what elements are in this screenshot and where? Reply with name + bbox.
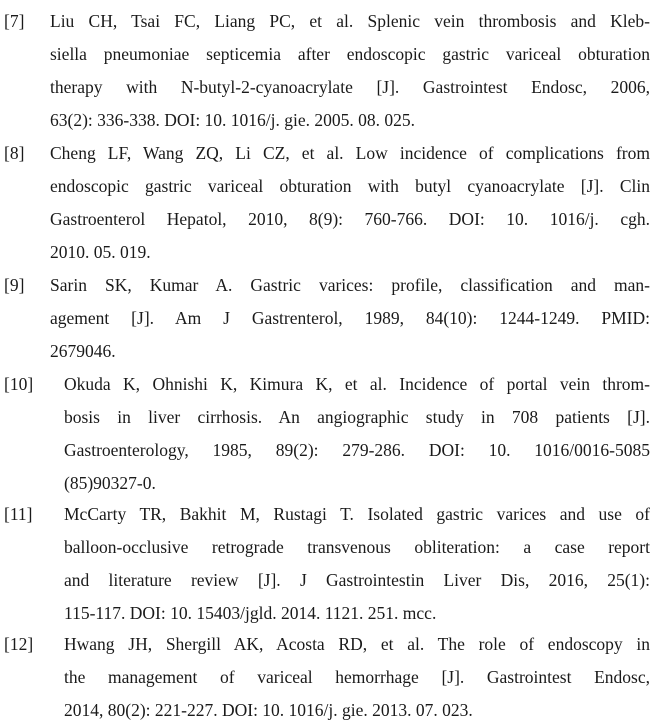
reference-number: [8]	[4, 143, 25, 163]
reference-line: Okuda K, Ohnishi K, Kimura K, et al. Incidence of portal vein throm-	[64, 374, 650, 394]
reference-line: 115-117. DOI: 10. 15403/jgld. 2014. 1121. 251. mcc.	[64, 603, 437, 623]
reference-number: [10]	[4, 374, 34, 394]
reference-line: Cheng LF, Wang ZQ, Li CZ, et al. Low incidence of complications from	[50, 143, 650, 163]
reference-line: 2679046.	[50, 341, 116, 361]
reference-number: [9]	[4, 275, 25, 295]
reference-line: 2010. 05. 019.	[50, 242, 151, 262]
reference-line: Liu CH, Tsai FC, Liang PC, et al. Splenic vein thrombosis and Kleb-	[50, 11, 650, 31]
reference-line: balloon-occlusive retrograde transvenous obliteration: a case report	[64, 537, 650, 557]
reference-line: 63(2): 336-338. DOI: 10. 1016/j. gie. 2005. 08. 025.	[50, 110, 416, 130]
reference-line: McCarty TR, Bakhit M, Rustagi T. Isolated gastric varices and use of	[64, 504, 650, 524]
reference-number: [11]	[4, 504, 33, 524]
reference-line: and literature review [J]. J Gastrointestin Liver Dis, 2016, 25(1):	[64, 570, 650, 590]
reference-line: therapy with N-butyl-2-cyanoacrylate [J]. Gastrointest Endosc, 2006,	[50, 77, 650, 97]
reference-line: siella pneumoniae septicemia after endoscopic gastric variceal obturation	[50, 44, 650, 64]
reference-line: 2014, 80(2): 221-227. DOI: 10. 1016/j. gie. 2013. 07. 023.	[64, 700, 473, 720]
reference-line: Hwang JH, Shergill AK, Acosta RD, et al. The role of endoscopy in	[64, 634, 650, 654]
reference-number: [7]	[4, 11, 25, 31]
reference-line: endoscopic gastric variceal obturation with butyl cyanoacrylate [J]. Clin	[50, 176, 650, 196]
reference-line: bosis in liver cirrhosis. An angiographic study in 708 patients [J].	[64, 407, 650, 427]
reference-number: [12]	[4, 634, 34, 654]
reference-line: agement [J]. Am J Gastrenterol, 1989, 84(10): 1244-1249. PMID:	[50, 308, 650, 328]
reference-line: (85)90327-0.	[64, 473, 156, 493]
reference-line: the management of variceal hemorrhage [J]. Gastrointest Endosc,	[64, 667, 650, 687]
reference-line: Gastroenterology, 1985, 89(2): 279-286. DOI: 10. 1016/0016-5085	[64, 440, 650, 460]
reference-line: Sarin SK, Kumar A. Gastric varices: profile, classification and man-	[50, 275, 650, 295]
reference-line: Gastroenterol Hepatol, 2010, 8(9): 760-766. DOI: 10. 1016/j. cgh.	[50, 209, 650, 229]
